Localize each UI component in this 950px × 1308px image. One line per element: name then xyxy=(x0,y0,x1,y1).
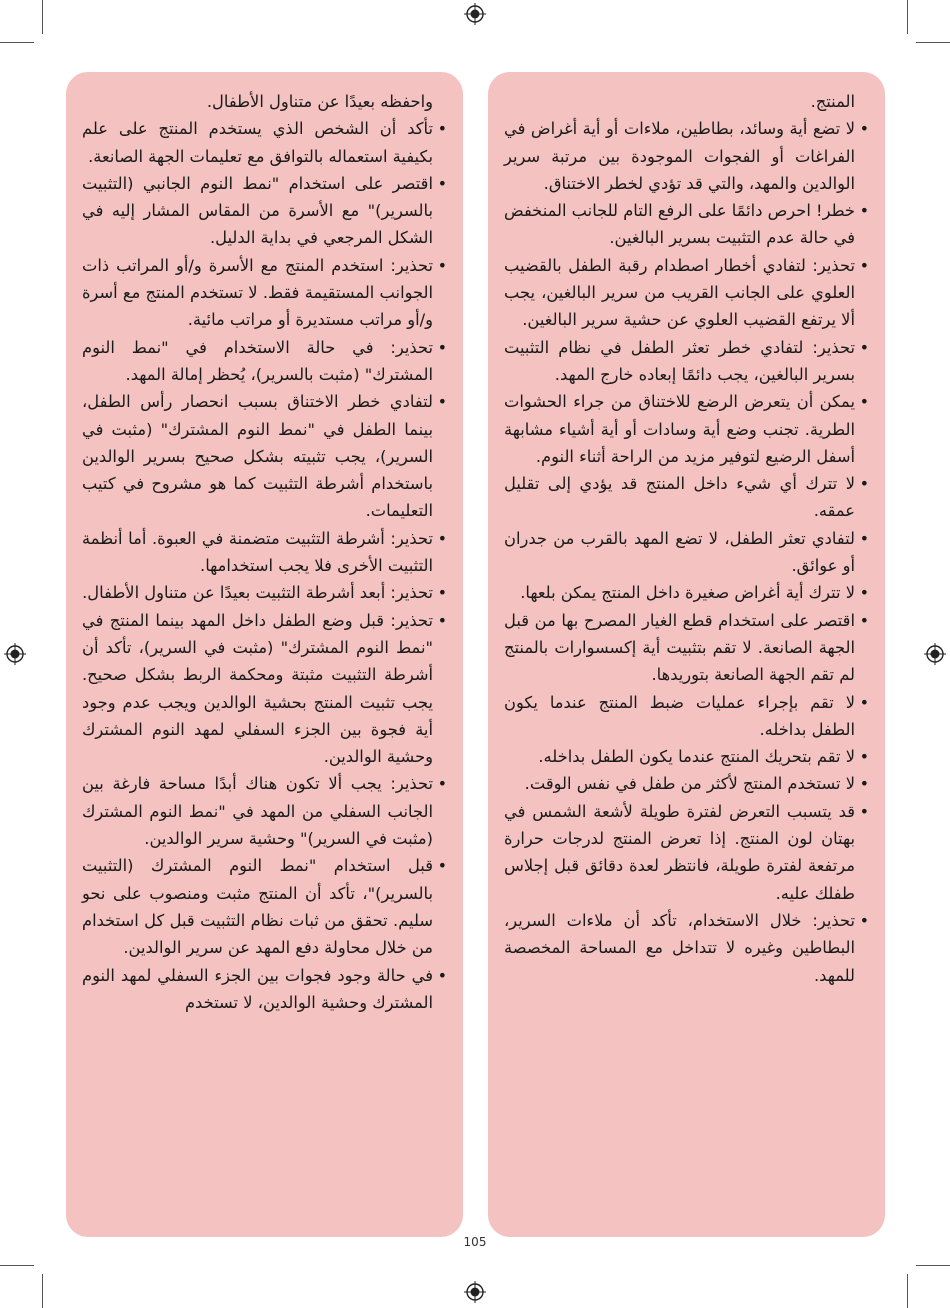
list-item-text: تحذير: في حالة الاستخدام في "نمط النوم المشترك" (مثبت بالسرير)، يُحظر إمالة المهد. xyxy=(82,337,433,384)
bullet-icon: • xyxy=(437,610,447,630)
crop-mark xyxy=(0,1265,34,1266)
list-item xyxy=(82,88,447,115)
bullet-icon: • xyxy=(859,583,869,603)
list-item xyxy=(504,334,869,389)
bullet-icon: • xyxy=(859,528,869,548)
list-item xyxy=(504,388,869,470)
bullet-icon: • xyxy=(859,910,869,930)
crop-mark xyxy=(42,1274,43,1308)
list-item-text: تحذير: لتفادي أخطار اصطدام رقبة الطفل بالقضيب العلوي على الجانب القريب من سرير البالغين، يجب ألا يرتفع القضيب العلوي عن حشية سرير البالغين. xyxy=(504,255,855,330)
list-item-text: قبل استخدام "نمط النوم المشترك (التثبيت بالسرير)"، تأكد أن المنتج مثبت ومنصوب على نحو سليم. تحقق من ثبات نظام التثبيت قبل كل استخدام من خلال محاولة دفع المهد عن سرير الوالدين. xyxy=(82,856,433,958)
list-item-text: تحذير: لتفادي خطر تعثر الطفل في نظام التثبيت بسرير البالغين، يجب دائمًا إبعاده خارج المهد. xyxy=(504,337,855,384)
list-item xyxy=(82,115,447,170)
list-item xyxy=(504,525,869,580)
list-item xyxy=(504,88,869,115)
crop-mark xyxy=(907,0,908,34)
list-item-text: في حالة وجود فجوات بين الجزء السفلي لمهد النوم المشترك وحشية الوالدين، لا تستخدم xyxy=(82,965,433,1012)
list-item xyxy=(504,743,869,770)
list-item-text: تحذير: يجب ألا تكون هناك أبدًا مساحة فارغة بين الجانب السفلي من المهد في "نمط النوم المشترك (مثبت في السرير)" وحشية سرير الوالدين. xyxy=(82,774,433,849)
list-item xyxy=(82,770,447,852)
list-item-text: لا تضع أية وسائد، بطاطين، ملاءات أو أية أغراض في الفراغات أو الفجوات الموجودة بين مرتبة سرير الوالدين والمهد، والتي قد تؤدي لخطر الاختناق. xyxy=(504,119,855,193)
list-item-text: لا تقم بإجراء عمليات ضبط المنتج عندما يكون الطفل بداخله. xyxy=(504,692,855,739)
list-item-text: لا تقم بتحريك المنتج عندما يكون الطفل بداخله. xyxy=(538,747,855,767)
bullet-icon: • xyxy=(437,965,447,985)
list-item xyxy=(504,907,869,989)
list-item xyxy=(82,525,447,580)
registration-mark-icon xyxy=(464,3,486,25)
list-item-text: تحذير: أبعد أشرطة التثبيت بعيدًا عن متناول الأطفال. xyxy=(82,583,433,603)
bullet-icon: • xyxy=(437,583,447,603)
bullet-icon: • xyxy=(859,774,869,794)
bullet-icon: • xyxy=(859,474,869,494)
bullet-icon: • xyxy=(859,201,869,221)
registration-mark-icon xyxy=(4,643,26,665)
list-item xyxy=(82,170,447,252)
bullet-icon: • xyxy=(437,774,447,794)
crop-mark xyxy=(42,0,43,34)
list-item-text: تأكد أن الشخص الذي يستخدم المنتج على علم بكيفية استعماله بالتوافق مع تعليمات الجهة الصانعة. xyxy=(82,119,433,166)
warnings-panel-left xyxy=(66,72,463,1237)
bullet-icon: • xyxy=(859,801,869,821)
crop-mark xyxy=(916,42,950,43)
list-item xyxy=(504,470,869,525)
bullet-icon: • xyxy=(437,392,447,412)
list-item-text: تحذير: أشرطة التثبيت متضمنة في العبوة. أما أنظمة التثبيت الأخرى فلا يجب استخدامها. xyxy=(82,528,433,576)
list-item xyxy=(504,607,869,689)
list-item-text: لا تستخدم المنتج لأكثر من طفل في نفس الوقت. xyxy=(524,774,855,794)
bullet-icon: • xyxy=(437,255,447,275)
warnings-panel-right xyxy=(488,72,885,1237)
bullet-icon: • xyxy=(437,173,447,193)
crop-mark xyxy=(0,42,34,43)
bullet-icon: • xyxy=(859,610,869,630)
bullet-icon: • xyxy=(859,255,869,275)
list-item-text: لتفادي خطر الاختناق بسبب انحصار رأس الطفل، بينما الطفل في "نمط النوم المشترك" (مثبت في السرير)، يجب تثبيته بشكل صحيح بسرير الوالدين باستخدام أشرطة التثبيت كما هو مشروح في كتيب التعليمات. xyxy=(82,392,433,521)
list-item-text: تحذير: استخدم المنتج مع الأسرة و/أو المراتب ذات الجوانب المستقيمة فقط. لا تستخدم المنتج مع أسرة و/أو مراتب مستديرة أو مراتب مائية. xyxy=(82,255,433,330)
bullet-icon: • xyxy=(859,392,869,412)
list-item xyxy=(82,252,447,334)
crop-mark xyxy=(916,1265,950,1266)
list-item xyxy=(504,115,869,197)
bullet-icon: • xyxy=(437,856,447,876)
bullet-icon: • xyxy=(437,119,447,139)
bullet-icon: • xyxy=(859,119,869,139)
bullet-icon: • xyxy=(437,528,447,548)
crop-mark xyxy=(907,1274,908,1308)
list-item xyxy=(504,252,869,334)
list-item xyxy=(82,852,447,961)
list-item xyxy=(504,770,869,797)
page-number: 105 xyxy=(463,1235,487,1249)
bullet-icon: • xyxy=(437,337,447,357)
list-item-text: قد يتسبب التعرض لفترة طويلة لأشعة الشمس في بهتان لون المنتج. إذا تعرض المنتج لدرجات حرارة مرتفعة لفترة طويلة، فانتظر لعدة دقائق قبل إجلاس طفلك عليه. xyxy=(504,801,855,903)
registration-mark-icon xyxy=(924,643,946,665)
list-item xyxy=(82,962,447,1017)
registration-mark-icon xyxy=(464,1281,486,1303)
list-item xyxy=(82,388,447,524)
list-item-text: اقتصر على استخدام "نمط النوم الجانبي (التثبيت بالسرير)" مع الأسرة من المقاس المشار إليه في الشكل المرجعي في بداية الدليل. xyxy=(82,173,433,248)
list-item-text: المنتج. xyxy=(810,92,855,111)
list-item xyxy=(82,607,447,771)
list-item-text: اقتصر على استخدام قطع الغيار المصرح بها من قبل الجهة الصانعة. لا تقم بتثبيت أية إكسسوارات بالمنتج لم تقم الجهة الصانعة بتوريدها. xyxy=(504,610,855,685)
bullet-icon: • xyxy=(859,747,869,767)
bullet-icon: • xyxy=(859,692,869,712)
list-item xyxy=(504,579,869,606)
list-item xyxy=(82,334,447,389)
list-item-text: واحفظه بعيدًا عن متناول الأطفال. xyxy=(206,92,433,111)
list-item-text: تحذير: قبل وضع الطفل داخل المهد بينما المنتج في "نمط النوم المشترك" (مثبت في السرير)، تأكد أن أشرطة التثبيت مثبتة ومحكمة الربط بشكل صحيح. يجب تثبيت المنتج بحشية الوالدين ويجب عدم وجود أية فجوة بين الجزء السفلي لمهد النوم المشترك وحشية الوالدين. xyxy=(82,610,433,767)
list-item-text: لا تترك أي شيء داخل المنتج قد يؤدي إلى تقليل عمقه. xyxy=(504,474,855,521)
list-item xyxy=(504,798,869,907)
list-item-text: يمكن أن يتعرض الرضع للاختناق من جراء الحشوات الطرية. تجنب وضع أية وسادات أو أية أشياء مشابهة أسفل الرضيع لتوفير مزيد من الراحة أثناء النوم. xyxy=(504,392,855,466)
list-item-text: تحذير: خلال الاستخدام، تأكد أن ملاءات السرير، البطاطين وغيره لا تتداخل مع المساحة المخصصة للمهد. xyxy=(504,910,855,985)
bullet-icon: • xyxy=(859,337,869,357)
list-item xyxy=(82,579,447,606)
list-item-text: لتفادي تعثر الطفل، لا تضع المهد بالقرب من جدران أو عوائق. xyxy=(504,528,855,576)
list-item-text: لا تترك أية أغراض صغيرة داخل المنتج يمكن بلعها. xyxy=(520,583,855,603)
list-item xyxy=(504,689,869,744)
list-item-text: خطر! احرص دائمًا على الرفع التام للجانب المنخفض في حالة عدم التثبيت بسرير البالغين. xyxy=(504,201,855,248)
list-item xyxy=(504,197,869,252)
